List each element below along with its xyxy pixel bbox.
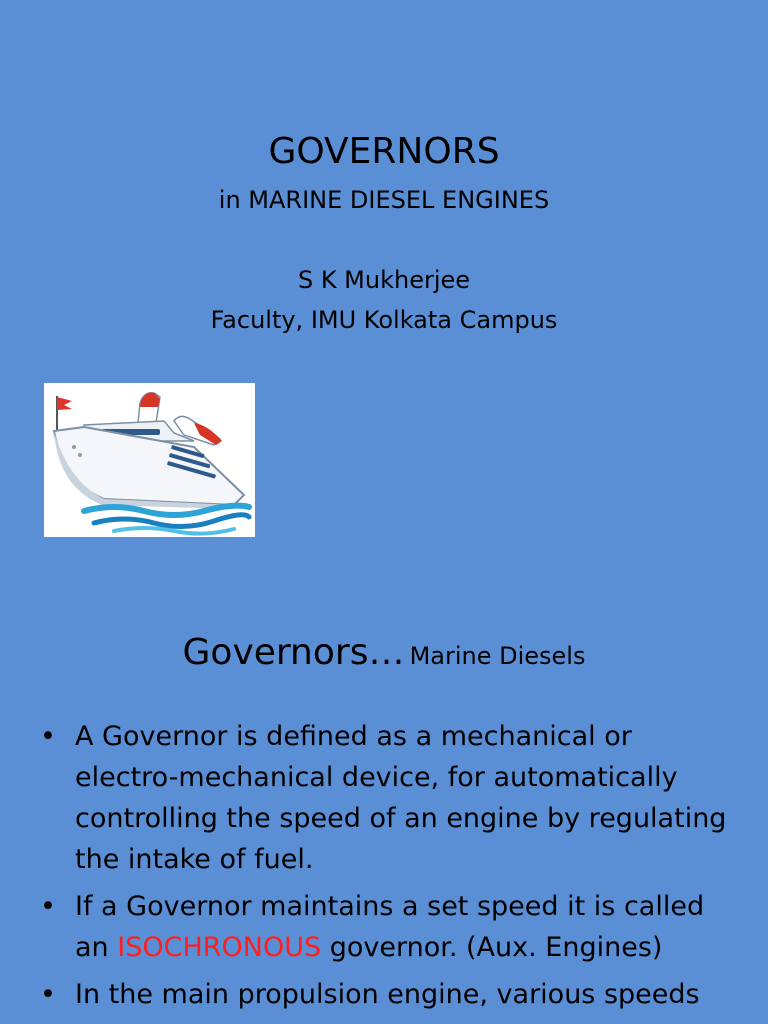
bullet-text-before: If a Governor maintains a set speed it is called an xyxy=(75,891,705,963)
bullet-item xyxy=(40,886,740,968)
subtitle: in MARINE DIESEL ENGINES xyxy=(218,186,550,214)
bullet-list xyxy=(40,716,740,1021)
ship-image xyxy=(44,383,255,537)
bullet-text: A Governor is defined as a mechanical or electro-mechanical device, for automatically controlling the speed of an engine by regulating the intake of fuel. xyxy=(75,721,727,875)
isochronous-highlight: ISOCHRONOUS xyxy=(117,932,322,963)
slide-2 xyxy=(0,576,768,1024)
author-affiliation: Faculty, IMU Kolkata Campus xyxy=(210,306,558,334)
cruise-ship-icon xyxy=(44,383,255,537)
title-main: Governors… xyxy=(182,632,405,673)
bullet-item xyxy=(40,716,740,880)
slide-subtitle-block xyxy=(0,180,768,340)
slide-2-title xyxy=(0,632,768,673)
bullet-text-after: governor. (Aux. Engines) xyxy=(329,932,663,963)
bullet-dot: • xyxy=(40,979,56,1010)
bullet-dot: • xyxy=(40,891,56,922)
title-sub: Marine Diesels xyxy=(409,642,586,670)
slide-title: GOVERNORS xyxy=(268,131,500,172)
bullet-dot: • xyxy=(40,721,56,752)
author-name: S K Mukherjee xyxy=(297,266,471,294)
bullet-item xyxy=(40,974,740,1015)
bullet-text: In the main propulsion engine, various speeds xyxy=(75,979,700,1010)
